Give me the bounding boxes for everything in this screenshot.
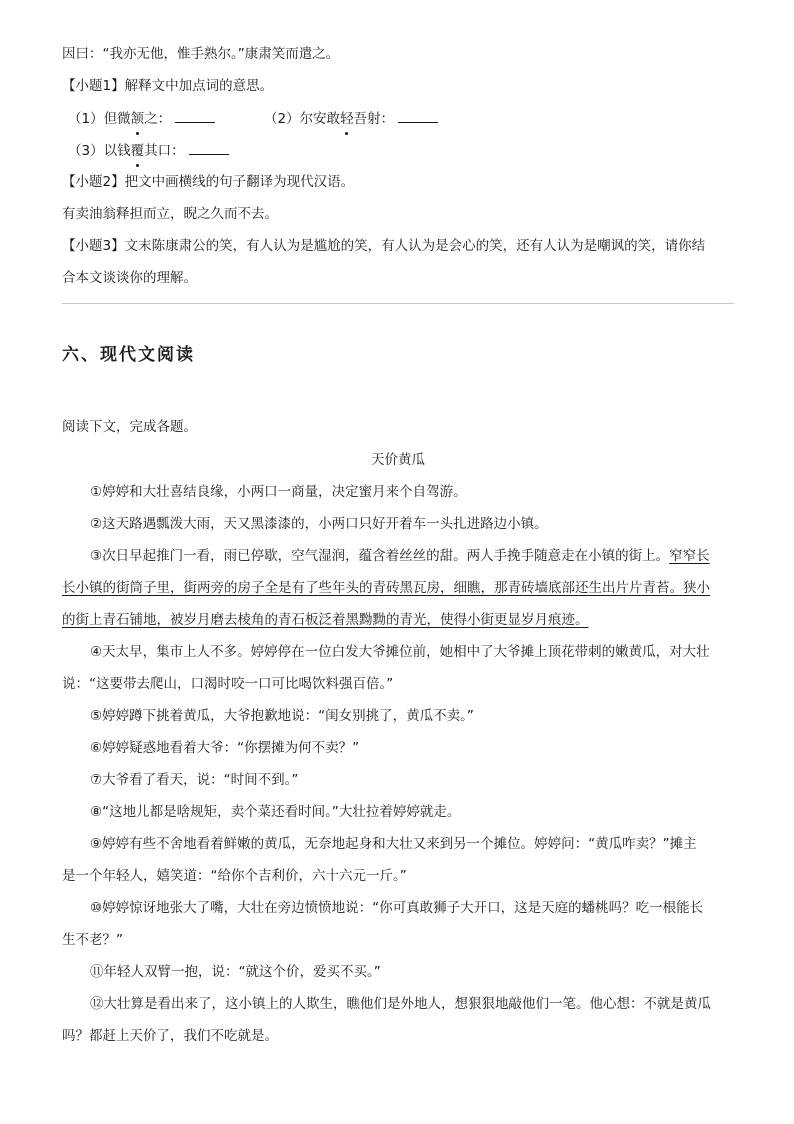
answer-blank[interactable] bbox=[189, 140, 229, 155]
paragraph-9: ⑨婷婷有些不舍地看着鲜嫩的黄瓜，无奈地起身和大壮又来到另一个摊位。婷婷问：“黄瓜咋卖？”摊主 bbox=[90, 836, 697, 852]
section-divider bbox=[62, 303, 734, 304]
paragraph-6: ⑥婷婷疑惑地看着大爷：“你摆摊为何不卖？” bbox=[90, 740, 360, 756]
paragraph-2: ②这天路遇瓢泼大雨，天又黑漆漆的，小两口只好开着车一头扎进路边小镇。 bbox=[90, 516, 548, 532]
paragraph-12: ⑫大壮算是看出来了，这小镇上的人欺生，瞧他们是外地人，想狠狠地敲他们一笔。他心想：不就是黄瓜 bbox=[90, 996, 711, 1012]
answer-blank[interactable] bbox=[398, 108, 438, 123]
text-line: 因曰：“我亦无他，惟手熟尔。”康肃笑而遣之。 bbox=[62, 46, 340, 62]
paragraph-4: ④天太早，集市上人不多。婷婷停在一位白发大爷摊位前，她相中了大爷摊上顶花带刺的嫩黄瓜，对大壮 bbox=[90, 644, 710, 660]
answer-blank[interactable] bbox=[175, 108, 215, 123]
paragraph-12-cont: 吗？都赶上天价了，我们不吃就是。 bbox=[62, 1028, 278, 1044]
paragraph-1: ①婷婷和大壮喜结良缘，小两口一商量，决定蜜月来个自驾游。 bbox=[90, 484, 467, 500]
item-text: （1）但微 bbox=[68, 111, 131, 127]
paragraph-5: ⑤婷婷蹲下挑着黄瓜，大爷抱歉地说：“闺女别挑了，黄瓜不卖。” bbox=[90, 708, 474, 724]
underlined-text: 长小镇的街筒子里，街两旁的房子全是有了些年头的青砖黑瓦房，细瞧，那青砖墙底部还生出片片青苔。狭小 bbox=[62, 580, 710, 596]
question-1-item-2 bbox=[264, 108, 438, 129]
question-3-label: 【小题3】文末陈康肃公的笑，有人认为是尴尬的笑，有人认为是会心的笑，还有人认为是嘲讽的笑，请你结 bbox=[62, 238, 706, 254]
underlined-text: 窄窄长 bbox=[669, 548, 710, 564]
question-2-label: 【小题2】把文中画横线的句子翻译为现代汉语。 bbox=[62, 174, 355, 190]
item-text: 之： bbox=[144, 111, 172, 127]
underlined-text: 的街上青石铺地，被岁月磨去棱角的青石板泛着黑黝黝的青光，使得小街更显岁月痕迹。 bbox=[62, 612, 589, 628]
paragraph-4-cont: 说：“这要带去爬山，口渴时咬一口可比喝饮料强百倍。” bbox=[62, 676, 394, 692]
instruction-text: 阅读下文，完成各题。 bbox=[62, 419, 197, 435]
question-1-item-1 bbox=[68, 108, 215, 129]
paragraph-11: ⑪年轻人双臂一抱，说：“就这个价，爱买不买。” bbox=[90, 964, 381, 980]
question-3-label-cont: 合本文谈谈你的理解。 bbox=[62, 270, 197, 286]
question-1-item-3 bbox=[68, 140, 229, 161]
paragraph-10-cont: 生不老？” bbox=[62, 932, 123, 948]
paragraph-7: ⑦大爷看了看天，说：“时间不到。” bbox=[90, 772, 299, 788]
item-text: 其口： bbox=[144, 143, 185, 159]
question-2-sentence: 有卖油翁释担而立，睨之久而不去。 bbox=[62, 206, 278, 222]
emphasis-char: 覆 bbox=[131, 141, 145, 161]
article-title: 天价黄瓜 bbox=[371, 452, 425, 468]
paragraph-10: ⑩婷婷惊讶地张大了嘴，大壮在旁边愤愤地说：“你可真敢狮子大开口，这是天庭的蟠桃吗？吃一根能长 bbox=[90, 900, 704, 916]
item-text: 吾射： bbox=[353, 111, 395, 127]
paragraph-text: ③次日早起推门一看，雨已停歇，空气湿润，蕴含着丝丝的甜。两人手挽手随意走在小镇的街上。 bbox=[90, 548, 670, 564]
item-text: （3）以钱 bbox=[68, 143, 131, 159]
paragraph-3 bbox=[90, 546, 710, 566]
emphasis-char: 颔 bbox=[131, 109, 145, 129]
question-1-label: 【小题1】解释文中加点词的意思。 bbox=[62, 78, 274, 94]
paragraph-8: ⑧“这地儿都是啥规矩，卖个菜还看时间。”大壮拉着婷婷就走。 bbox=[90, 804, 461, 820]
item-text: （2）尔安敢 bbox=[264, 111, 341, 127]
emphasis-char: 轻 bbox=[340, 109, 354, 129]
section-title: 六、现代文阅读 bbox=[62, 345, 195, 365]
paragraph-9-cont: 是一个年轻人，嬉笑道：“给你个吉利价，六十六元一斤。” bbox=[62, 868, 407, 884]
